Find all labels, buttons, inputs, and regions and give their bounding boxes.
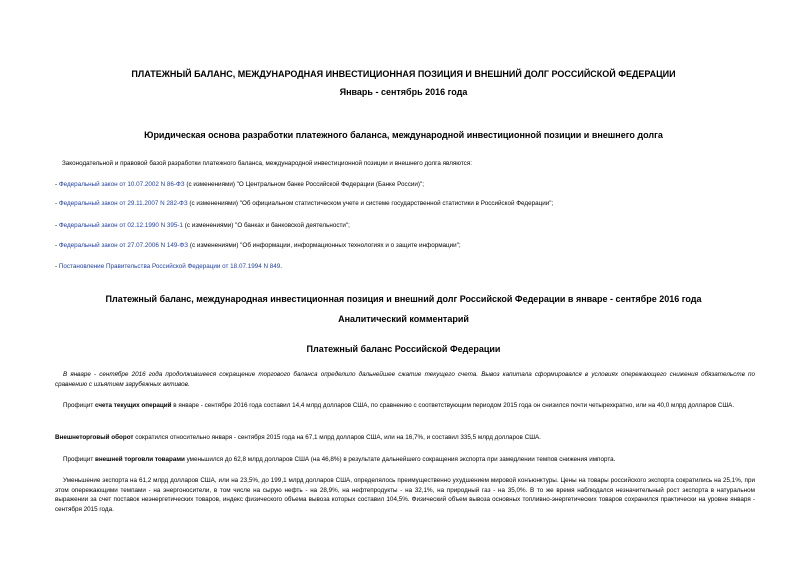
section-subheading: Аналитический комментарий [338, 314, 469, 324]
legal-item-desc: (с изменениями) "Об официальном статистическом учете и системе государственной статистики в Российской Федерации"; [187, 200, 554, 207]
term-current-account: счета текущих операций [95, 402, 172, 409]
law-link-395-1[interactable]: Федеральный закон от 02.12.1990 N 395-1 [58, 222, 184, 229]
text-run: в январе - сентябре 2016 года составил 14,4 млрд долларов США, по сравнению с соответствующим периодом 2015 года он снизился почти четырехкратно, или на 40,0 млрд долларов США. [171, 402, 735, 409]
text-run: Профицит [63, 402, 95, 409]
term-goods-trade: внешней торговли товарами [95, 456, 185, 463]
legal-basis-heading: Юридическая основа разработки платежного баланса, международной инвестиционной позиции и внешнего долга [144, 130, 663, 140]
legal-item-desc: (с изменениями) "О Центральном банке Российской Федерации (Банке России)"; [184, 181, 424, 188]
paragraph-trade-turnover [55, 433, 755, 443]
paragraph-intro: В январе - сентябре 2016 года продолжившееся сокращение торгового баланса определило дальнейшее сжатие текущего счета. Вывоз капитала сформировался в условиях опережающего снижения обязательств по сравнению с изъятием зарубежных активов. [55, 371, 755, 388]
legal-intro: Законодательной и правовой базой разработки платежного баланса, международной инвестиционной позиции и внешнего долга являются: [62, 160, 472, 167]
paragraph-goods-trade [55, 455, 755, 465]
legal-item-dash: - [55, 242, 59, 249]
legal-item [55, 199, 553, 208]
paragraph-current-account [55, 401, 755, 411]
law-link-149fz[interactable]: Федеральный закон от 27.07.2006 N 149-ФЗ [58, 242, 189, 249]
resolution-link-849[interactable]: Постановление Правительства Российской Федерации от 18.07.1994 N 849 [58, 263, 281, 270]
document-period: Январь - сентябрь 2016 года [339, 87, 468, 97]
legal-item-dash: - [55, 181, 59, 188]
legal-item-dash: - [55, 263, 59, 270]
section-heading: Платежный баланс, международная инвестиционная позиция и внешний долг Российской Федерации в январе - сентябре 2016 года [105, 294, 702, 304]
text-run: Профицит [63, 456, 95, 463]
paragraph-exports: Уменьшение экспорта на 61,2 млрд долларов США, или на 23,5%, до 199,1 млрд долларов США, определялось преимущественно ухудшением мировой конъюнктуры. Цены на товары российского экспорта сократились на 25,1%, при этом опережающими темпами - на энергоносители, в том числе на сырую нефть - на 28,9%, на нефтепродукты - на 32,1%, на природный газ - на 35,0%. В то же время наблюдался незначительный рост экспорта в натуральном выражении за счет поставок неэнергетических товаров, индекс физического объема вывоза которых составил 104,5%. Физический объем вывоза основных топливно-энергетических товаров сохранился практически на уровне января - сентября 2015 года. [55, 477, 755, 513]
legal-item [55, 262, 282, 271]
law-link-282fz[interactable]: Федеральный закон от 29.11.2007 N 282-ФЗ [58, 200, 188, 207]
legal-item-dash: - [55, 222, 59, 229]
legal-item-desc: . [280, 263, 283, 270]
legal-item-desc: (с изменениями) "Об информации, информационных технологиях и о защите информации"; [188, 242, 461, 249]
text-run: уменьшился до 62,8 млрд долларов США (на 46,8%) в результате дальнейшего сокращения экспорта при замедлении темпов снижения импорта. [184, 456, 616, 463]
document-title: ПЛАТЕЖНЫЙ БАЛАНС, МЕЖДУНАРОДНАЯ ИНВЕСТИЦИОННАЯ ПОЗИЦИЯ И ВНЕШНИЙ ДОЛГ РОССИЙСКОЙ ФЕДЕРАЦИИ [131, 69, 676, 79]
legal-item [55, 241, 461, 250]
law-link-86fz[interactable]: Федеральный закон от 10.07.2002 N 86-ФЗ [58, 181, 185, 188]
balance-heading: Платежный баланс Российской Федерации [306, 344, 501, 354]
legal-item [55, 180, 424, 189]
term-trade-turnover: Внешнеторговый оборот [55, 434, 134, 441]
legal-item-desc: (с изменениями) "О банках и банковской деятельности"; [183, 222, 350, 229]
text-run: сократился относительно января - сентября 2015 года на 67,1 млрд долларов США, или на 16,7%, и составил 335,5 млрд долларов США. [133, 434, 541, 441]
legal-item [55, 221, 350, 230]
legal-item-dash: - [55, 200, 59, 207]
